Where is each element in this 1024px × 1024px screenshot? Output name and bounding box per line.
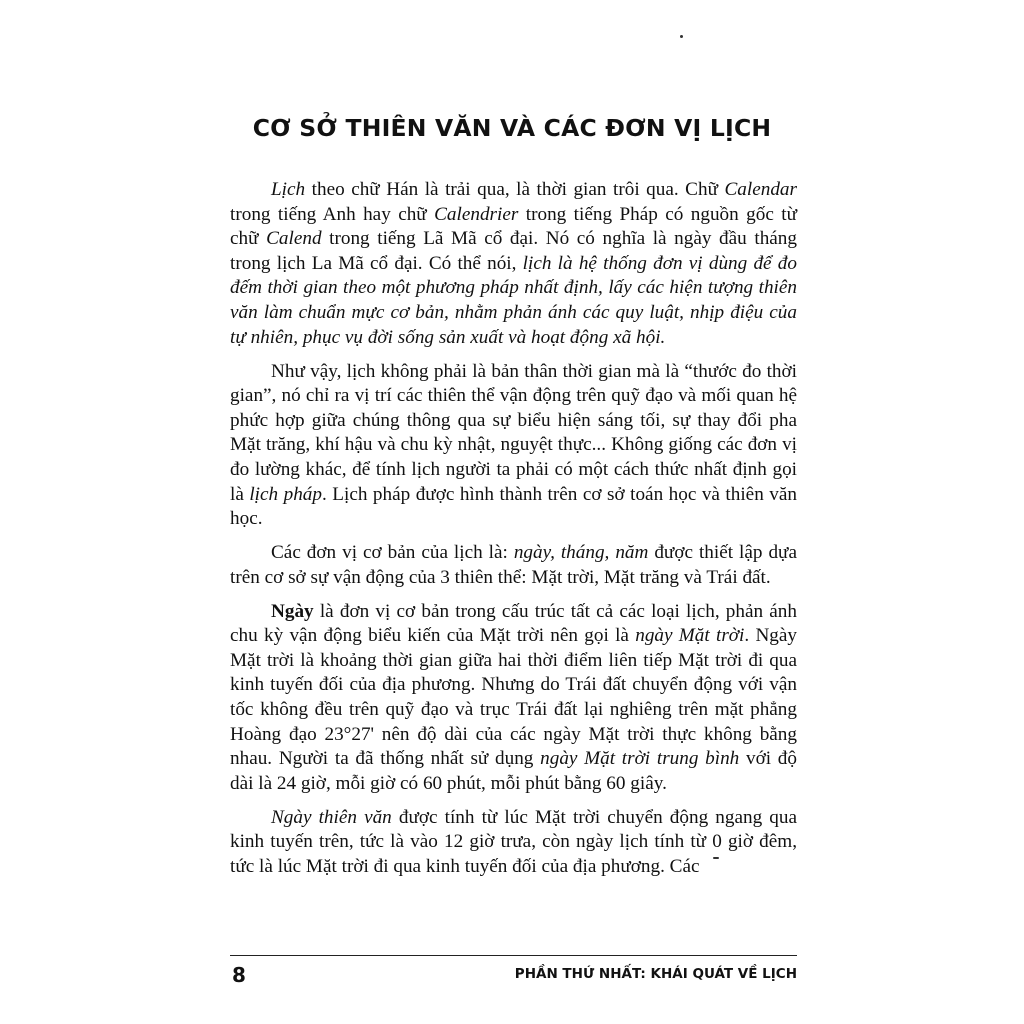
italic-text: Calend (266, 228, 322, 250)
italic-text: ngày Mặt trời (635, 625, 745, 647)
italic-text: Calendrier (434, 203, 519, 225)
text-run: được thiết lập dựa trên cơ sở sự vận động của 3 thiên thể: Mặt trời, Mặt trăng và Trái đất. (230, 542, 797, 588)
italic-text: ngày Mặt trời trung bình (540, 748, 740, 770)
text-run: trong tiếng Pháp có nguồn gốc từ chữ (230, 203, 797, 250)
footer-rule (230, 955, 797, 956)
italic-text: ngày, tháng, năm (513, 542, 649, 564)
italic-text: Ngày thiên văn (271, 806, 392, 828)
bold-term: Ngày (271, 600, 314, 622)
text-run: . Lịch pháp được hình thành trên cơ sở toán học và thiên văn học. (230, 483, 797, 530)
text-run: theo chữ Hán là trải qua, là thời gian trôi qua. Chữ (305, 179, 725, 200)
text-run: được tính từ lúc Mặt trời chuyển động ngang qua kinh tuyến trên, tức là vào 12 giờ trưa, còn ngày lịch tính từ 0 giờ đêm, tức là lúc Mặt trời đi qua kinh tuyến đối của địa phương. Các (230, 806, 797, 877)
body-text (230, 178, 797, 889)
paragraph-1 (230, 178, 797, 350)
text-run: . Ngày Mặt trời là khoảng thời gian giữa hai thời điểm liên tiếp Mặt trời đi qua kinh tuyến đối của địa phương. Nhưng do Trái đất chuyển động với vận tốc không đều trên quỹ đạo và trục Trái đất lại nghiêng trên mặt phẳng Hoàng đạo 23°27' nên độ dài của các ngày Mặt trời thực không bằng nhau. Người ta đã thống nhất sử dụng (230, 625, 797, 770)
print-speck (713, 857, 719, 859)
paragraph-4 (230, 600, 797, 797)
text-run: trong tiếng Lã Mã cổ đại. Nó có nghĩa là ngày đầu tháng trong lịch La Mã cổ đại. Có thể nói, (230, 228, 797, 274)
paragraph-3 (230, 541, 797, 590)
chapter-title: CƠ SỞ THIÊN VĂN VÀ CÁC ĐƠN VỊ LỊCH (252, 114, 772, 142)
paragraph-5 (230, 806, 797, 880)
italic-text: Lịch (271, 179, 306, 200)
italic-text: lịch là hệ thống đơn vị dùng để đo đếm thời gian theo một phương pháp nhất định, lấy các hiện tượng thiên văn làm chuẩn mực cơ bản, nhằm phản ánh các quy luật, nhịp điệu của tự nhiên, phục vụ đời sống sản xuất và hoạt động xã hội. (230, 252, 797, 348)
running-head: PHẦN THỨ NHẤT: KHÁI QUÁT VỀ LỊCH (514, 966, 797, 982)
text-run: là đơn vị cơ bản trong cấu trúc tất cả các loại lịch, phản ánh chu kỳ vận động biểu kiến của Mặt trời nên gọi là (230, 600, 797, 647)
text-run: trong tiếng Anh hay chữ (230, 203, 435, 225)
italic-text: Calendar (724, 179, 797, 200)
page-number: 8 (232, 963, 246, 987)
paragraph-2 (230, 360, 797, 532)
italic-text: lịch pháp (249, 483, 322, 505)
text-run: với độ dài là 24 giờ, mỗi giờ có 60 phút, mỗi phút bằng 60 giây. (230, 748, 797, 794)
text-run: Các đơn vị cơ bản của lịch là: (271, 542, 514, 564)
text-run: Như vậy, lịch không phải là bản thân thời gian mà là “thước đo thời gian”, nó chỉ ra vị trí các thiên thể vận động trên quỹ đạo và mối quan hệ phức hợp giữa chúng thông qua sự biểu hiện sáng tối, sự thay đổi pha Mặt trăng, khí hậu và chu kỳ nhật, nguyệt thực... Không giống các đơn vị đo lường khác, để tính lịch người ta phải có một cách thức nhất định gọi là (230, 360, 797, 505)
print-speck (680, 35, 683, 38)
